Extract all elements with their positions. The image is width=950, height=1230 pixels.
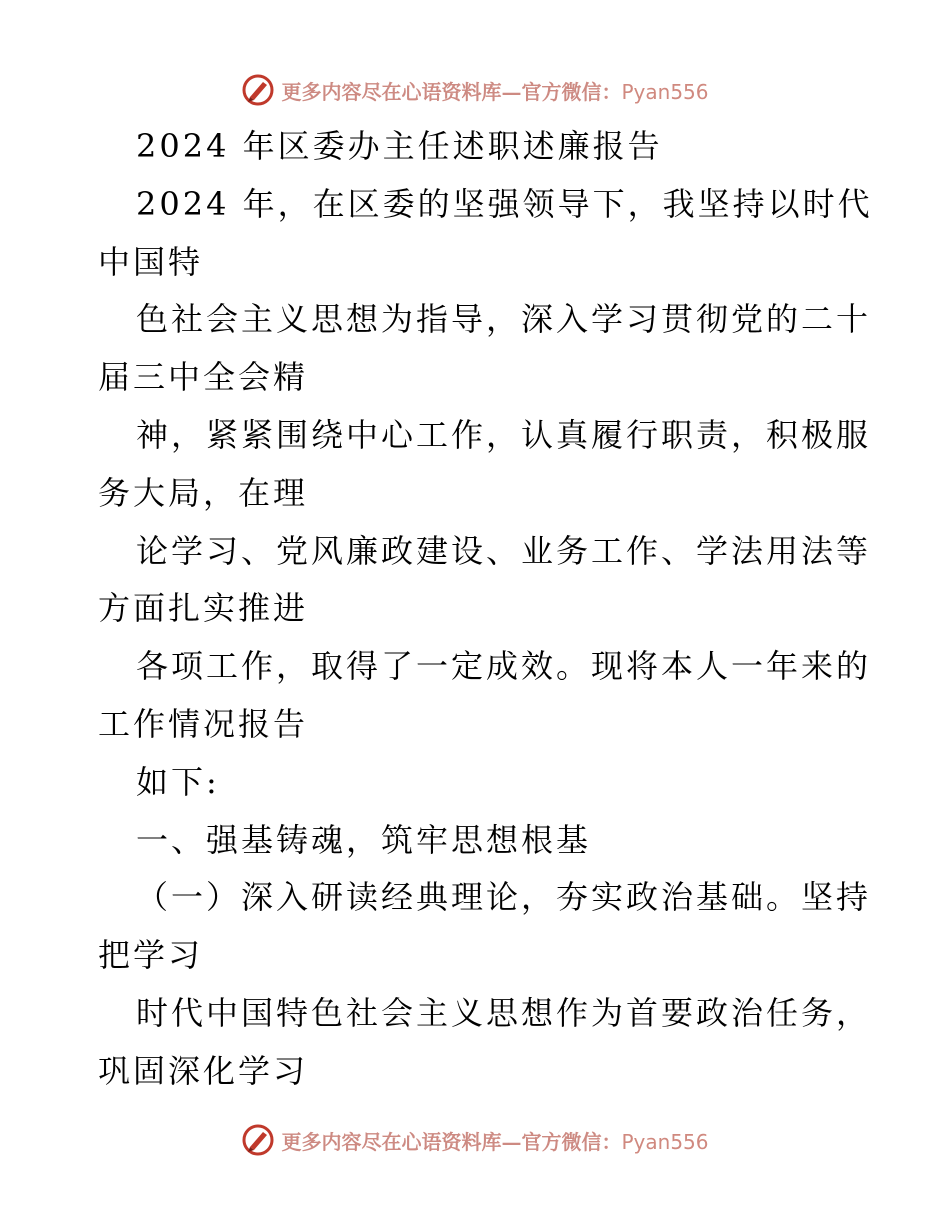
text-line: 论学习、党风廉政建设、业务工作、学法用法等 xyxy=(136,531,872,570)
text-line: 2024 年区委办主任述职述廉报告 xyxy=(136,127,663,165)
text-line: 色社会主义思想为指导，深入学习贯彻党的二十 xyxy=(136,300,872,339)
watermark-wechat-id: Pyan556 xyxy=(621,1129,709,1154)
watermark-footer xyxy=(0,1120,950,1160)
text-line: 方面扎实推进 xyxy=(98,589,309,628)
text-line: 中国特 xyxy=(98,242,204,281)
text-line: 各项工作，取得了一定成效。现将本人一年来的 xyxy=(136,647,872,686)
text-line: 神，紧紧围绕中心工作，认真履行职责，积极服 xyxy=(136,415,872,454)
watermark-header xyxy=(0,70,950,110)
text-line: 把学习 xyxy=(98,936,204,975)
pen-logo-icon xyxy=(241,1123,275,1157)
text-line: 时代中国特色社会主义思想作为首要政治任务， xyxy=(136,993,872,1032)
text-line: 巩固深化学习 xyxy=(98,1051,309,1090)
text-line: 如下: xyxy=(136,762,220,801)
pen-logo-icon xyxy=(241,73,275,107)
text-line: （一）深入研读经典理论，夯实政治基础。坚持 xyxy=(136,878,872,917)
text-line: 工作情况报告 xyxy=(98,704,309,743)
text-line: 务大局，在理 xyxy=(98,473,309,512)
text-line: 一、强基铸魂，筑牢思想根基 xyxy=(136,820,592,859)
watermark-text: 更多内容尽在心语资料库—官方微信：Pyan556 xyxy=(281,1129,709,1154)
text-line: 届三中全会精 xyxy=(98,358,309,397)
document-body xyxy=(98,118,873,1101)
watermark-wechat-id: Pyan556 xyxy=(621,79,709,104)
text-line: 2024 年，在区委的坚强领导下，我坚持以时代 xyxy=(136,184,873,223)
watermark-text: 更多内容尽在心语资料库—官方微信：Pyan556 xyxy=(281,79,709,104)
